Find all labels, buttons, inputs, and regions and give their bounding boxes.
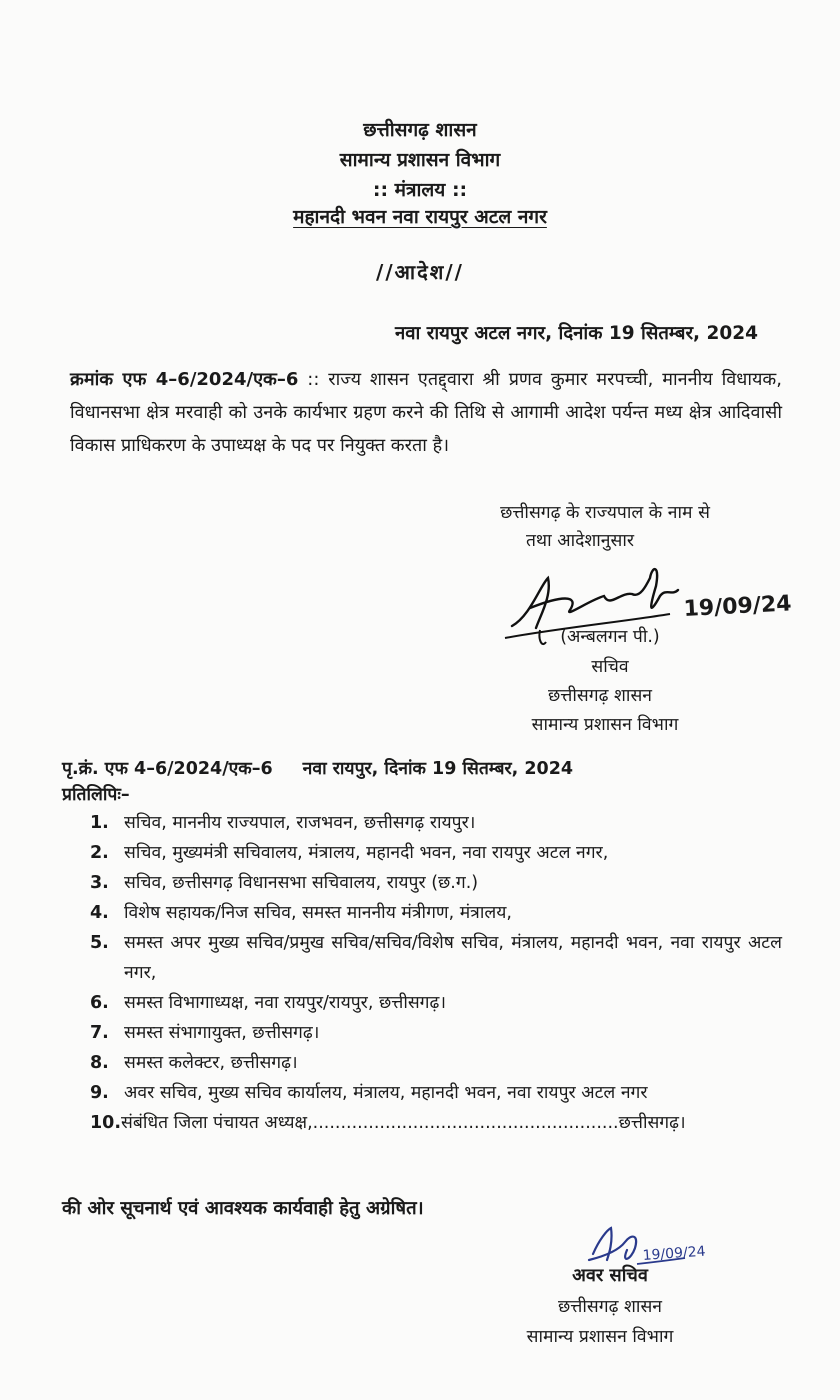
list-item-text: संबंधित जिला पंचायत अध्यक्ष,.......................................................छत्तीसगढ़। (121, 1113, 686, 1133)
order-number: क्रमांक एफ 4–6/2024/एक–6 (70, 369, 299, 390)
list-item-number: 6. (90, 993, 109, 1013)
header-address (0, 203, 840, 229)
order-body (70, 363, 782, 462)
authority-line-1: छत्तीसगढ़ के राज्यपाल के नाम से (500, 503, 710, 523)
list-item-number: 2. (90, 843, 109, 863)
list-item-text: सचिव, छत्तीसगढ़ विधानसभा सचिवालय, रायपुर (छ.ग.) (124, 873, 479, 893)
header-address-text: महानदी भवन नवा रायपुर अटल नगर (293, 206, 547, 228)
list-item-text: विशेष सहायक/निज सचिव, समस्त माननीय मंत्रीगण, मंत्रालय, (124, 903, 512, 923)
list-item-text: समस्त कलेक्टर, छत्तीसगढ़। (124, 1053, 298, 1073)
signatory-name: (अन्बलगन पी.) (560, 627, 660, 647)
list-item-number: 5. (90, 933, 109, 953)
under-secretary-department: सामान्य प्रशासन विभाग (526, 1327, 674, 1347)
list-item-text: सचिव, माननीय राज्यपाल, राजभवन, छत्तीसगढ़ रायपुर। (124, 813, 476, 833)
order-place-date: नवा रायपुर अटल नगर, दिनांक 19 सितम्बर, 2024 (394, 323, 758, 344)
endorsement-line (62, 756, 573, 780)
list-item-text: समस्त संभागायुक्त, छत्तीसगढ़। (124, 1023, 320, 1043)
list-item-number: 7. (90, 1023, 109, 1043)
list-item-number: 4. (90, 903, 109, 923)
header-ministry: :: मंत्रालय :: (372, 179, 468, 201)
list-item-number: 3. (90, 873, 109, 893)
list-item (90, 928, 782, 988)
under-secretary-signature-date: 19/09/24 (642, 1243, 707, 1264)
list-item-text: समस्त अपर मुख्य सचिव/प्रमुख सचिव/सचिव/विशेष सचिव, मंत्रालय, महानदी भवन, नवा रायपुर अटल नगर, (124, 933, 782, 983)
endorsement-date: नवा रायपुर, दिनांक 19 सितम्बर, 2024 (302, 759, 574, 779)
list-item-text: अवर सचिव, मुख्य सचिव कार्यालय, मंत्रालय, महानदी भवन, नवा रायपुर अटल नगर (124, 1083, 648, 1103)
endorsement-number: पृ.क्रं. एफ 4–6/2024/एक–6 (62, 759, 273, 779)
under-secretary-designation: अवर सचिव (572, 1265, 648, 1286)
forwarding-note: की ओर सूचनार्थ एवं आवश्यक कार्यवाही हेतु अग्रेषित। (62, 1198, 424, 1219)
signatory-department: सामान्य प्रशासन विभाग (531, 715, 679, 735)
list-item-number: 9. (90, 1083, 109, 1103)
list-item (90, 1108, 782, 1138)
list-item-number: 1. (90, 813, 109, 833)
signatory-government: छत्तीसगढ़ शासन (548, 686, 652, 706)
list-item-number: 8. (90, 1053, 109, 1073)
authority-line-2: तथा आदेशानुसार (525, 531, 635, 551)
list-item (90, 1018, 782, 1048)
secretary-signature-date: 19/09/24 (683, 591, 793, 622)
list-item (90, 868, 782, 898)
order-text: :: राज्य शासन एतद्द्वारा श्री प्रणव कुमार मरपच्ची, माननीय विधायक, विधानसभा क्षेत्र मरवाही को उनके कार्यभार ग्रहण करने की तिथि से आगामी आदेश पर्यन्त मध्य क्षेत्र आदिवासी विकास प्राधिकरण के उपाध्यक्ष के पद पर नियुक्त करता है। (70, 369, 782, 456)
list-item (90, 1048, 782, 1078)
copy-label: प्रतिलिपिः– (62, 785, 130, 805)
copy-list (90, 808, 782, 1138)
header-government: छत्तीसगढ़ शासन (363, 119, 477, 141)
order-title: //आदेश// (376, 260, 464, 284)
list-item (90, 898, 782, 928)
list-item-text: समस्त विभागाध्यक्ष, नवा रायपुर/रायपुर, छत्तीसगढ़। (124, 993, 447, 1013)
list-item-text: सचिव, मुख्यमंत्री सचिवालय, मंत्रालय, महानदी भवन, नवा रायपुर अटल नगर, (124, 843, 609, 863)
under-secretary-government: छत्तीसगढ़ शासन (558, 1297, 662, 1317)
list-item (90, 838, 782, 868)
list-item (90, 988, 782, 1018)
list-item (90, 808, 782, 838)
header-department: सामान्य प्रशासन विभाग (339, 149, 501, 171)
list-item-number: 10. (90, 1113, 122, 1133)
list-item (90, 1078, 782, 1108)
signatory-designation: सचिव (591, 657, 629, 677)
